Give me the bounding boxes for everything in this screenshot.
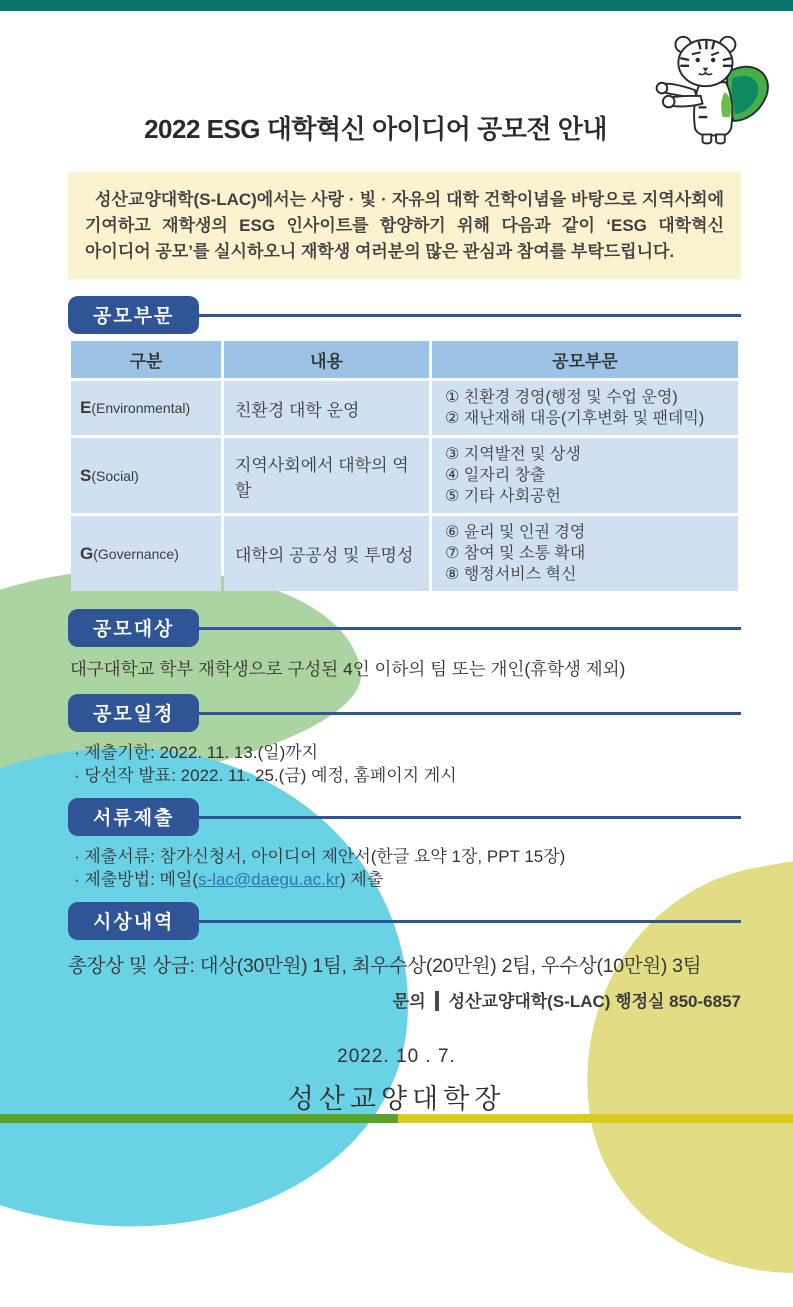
section-badge-awards: 시상내역 [68, 902, 199, 940]
item-line: ⑤ 기타 사회공헌 [445, 488, 561, 505]
section-badge-eligibility: 공모대상 [68, 609, 199, 647]
category-sub: (Environmental) [91, 400, 191, 416]
category-sub: (Governance) [93, 545, 179, 562]
section-rule [195, 627, 741, 630]
item-line: ⑦ 참여 및 소통 확대 [445, 545, 586, 562]
table-header-category: 구분 [71, 341, 221, 378]
awards-prize-text: 총장상 및 상금: 대상(30만원) 1팀, 최우수상(20만원) 2팀, 우수상(10만원) 3팀 [68, 955, 702, 977]
item-line: ⑥ 윤리 및 인권 경영 [445, 524, 586, 541]
table-row-social [71, 438, 738, 513]
table-row-environmental [71, 381, 738, 435]
content-cell: 지역사회에서 대학의 역할 [224, 438, 429, 513]
schedule-list [74, 741, 741, 787]
items-cell [432, 438, 738, 513]
closing-block [0, 1046, 793, 1116]
content-cell: 친환경 대학 운영 [224, 381, 429, 435]
section-rule [195, 314, 741, 317]
bottom-bar-yellow-segment [398, 1114, 793, 1123]
category-letter: G [80, 543, 94, 563]
category-cell [71, 438, 221, 513]
contact-text: 성산교양대학(S-LAC) 행정실 850-6857 [448, 992, 741, 1011]
submission-item-documents: · 제출서류: 참가신청서, 아이디어 제안서(한글 요약 1장, PPT 15장) [74, 847, 566, 866]
category-cell [71, 516, 221, 591]
category-cell [71, 381, 221, 435]
contact-label: 문의 [392, 992, 426, 1011]
page-title: 2022 ESG 대학혁신 아이디어 공모전 안내 [144, 114, 607, 144]
table-row-governance [71, 516, 738, 591]
email-link[interactable]: s-lac@daegu.ac.kr [198, 870, 341, 889]
submission-method-prefix: · 제출방법: 메일( [74, 870, 199, 889]
eligibility-text: 대구대학교 학부 재학생으로 구성된 4인 이하의 팀 또는 개인(휴학생 제외) [70, 659, 626, 679]
contact-divider [435, 991, 439, 1011]
section-head-submission [68, 798, 741, 836]
section-head-schedule [68, 694, 741, 732]
item-line: ① 친환경 경영(행정 및 수업 운영) [445, 389, 678, 406]
intro-highlight-box [68, 172, 741, 279]
section-badge-submission: 서류제출 [68, 798, 199, 836]
section-rule [195, 712, 741, 715]
bottom-accent-bar [0, 1114, 793, 1123]
section-head-contest-parts [68, 296, 741, 334]
category-letter: E [80, 398, 92, 417]
item-line: ② 재난재해 대응(기후변화 및 팬데믹) [445, 410, 705, 427]
contact-line [68, 987, 741, 1012]
closing-date: 2022. 10 . 7. [337, 1046, 456, 1067]
table-header-content: 내용 [224, 341, 429, 378]
submission-item-method [74, 868, 741, 891]
schedule-item-announcement: · 당선작 발표: 2022. 11. 25.(금) 예정, 홈페이지 게시 [74, 766, 457, 785]
submission-method-suffix: ) 제출 [340, 870, 384, 889]
submission-list [74, 845, 741, 891]
items-cell [432, 381, 738, 435]
item-line: ④ 일자리 창출 [445, 467, 546, 484]
table-header-parts: 공모부문 [432, 341, 738, 378]
schedule-item-deadline: · 제출기한: 2022. 11. 13.(일)까지 [74, 743, 319, 762]
contest-parts-table [68, 338, 741, 594]
section-badge-schedule: 공모일정 [68, 694, 199, 732]
content-cell: 대학의 공공성 및 투명성 [224, 516, 429, 591]
intro-text: 성산교양대학(S-LAC)에서는 사랑 · 빛 · 자유의 대학 건학이념을 바탕으로 지역사회에 기여하고 재학생의 ESG 인사이트를 함양하기 위해 다음과 같이 ‘ESG 대학혁신 아이디어 공모’를 실시하오니 재학생 여러분의 많은 관심과 참여를 부탁드립니다. [85, 190, 724, 261]
section-head-eligibility [68, 609, 741, 647]
section-rule [195, 920, 741, 923]
category-letter: S [80, 465, 92, 485]
category-sub: (Social) [91, 467, 139, 484]
item-line: ⑧ 행정서비스 혁신 [445, 566, 577, 583]
section-badge-contest-parts: 공모부문 [68, 296, 199, 334]
section-head-awards [68, 902, 741, 940]
item-line: ③ 지역발전 및 상생 [445, 446, 581, 463]
closing-signature: 성산교양대학장 [287, 1084, 506, 1114]
top-accent-bar [0, 0, 793, 11]
table-header-row [71, 341, 738, 378]
bottom-bar-green-segment [0, 1114, 398, 1123]
section-rule [195, 816, 741, 819]
items-cell [432, 516, 738, 591]
